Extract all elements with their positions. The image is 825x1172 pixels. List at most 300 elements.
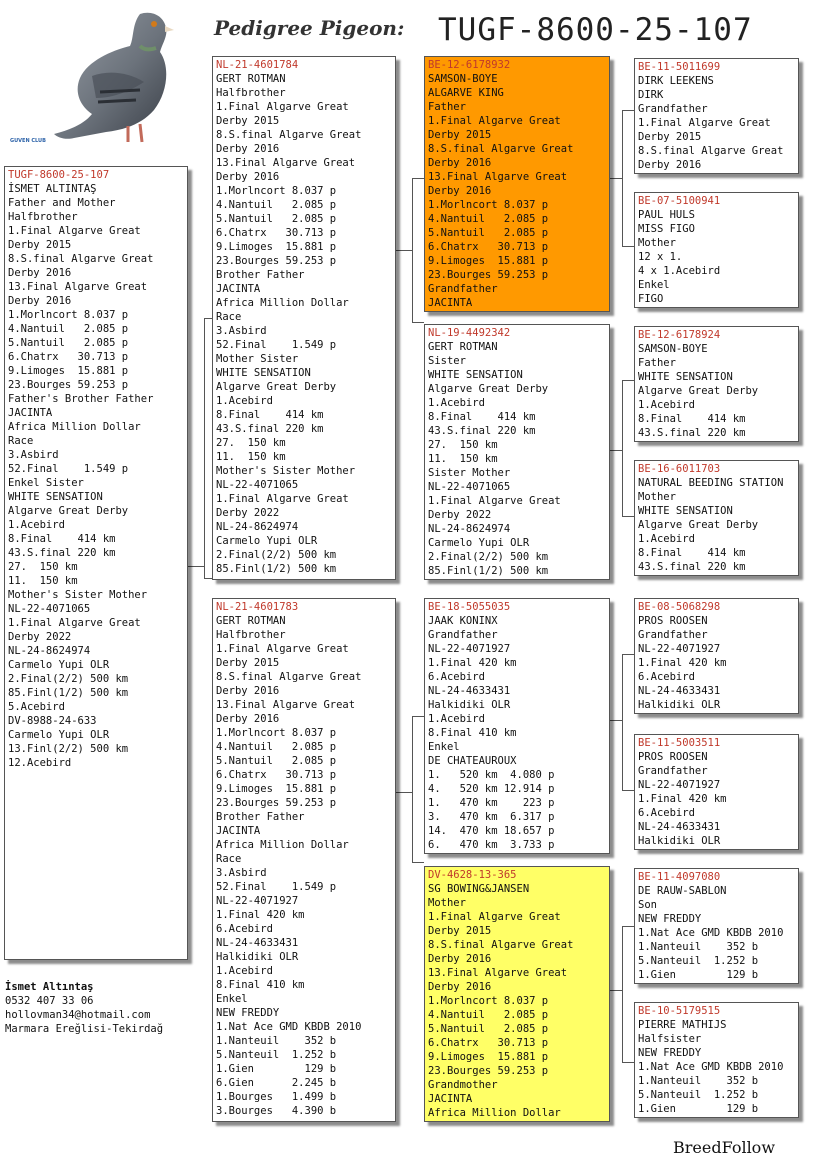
pedigree-card-mm bbox=[424, 866, 610, 1122]
card-line: 1.Morlncort 8.037 p bbox=[428, 199, 549, 211]
ring-number: BE-07-5100941 bbox=[638, 195, 721, 207]
connector-line bbox=[204, 318, 205, 578]
ring-number: BE-16-6011703 bbox=[638, 463, 721, 475]
card-line: 43.S.final 220 km bbox=[428, 425, 536, 437]
ring-number-title: TUGF-8600-25-107 bbox=[438, 12, 753, 48]
connector-line bbox=[412, 322, 424, 323]
connector-line bbox=[622, 926, 634, 927]
card-line: 1.Final Algarve Great bbox=[216, 643, 349, 655]
card-line: 2.Final(2/2) 500 km bbox=[216, 549, 337, 561]
card-line: 1.Final Algarve Great bbox=[428, 911, 561, 923]
card-line: Grandfather bbox=[428, 629, 498, 641]
card-line: PROS ROOSEN bbox=[638, 615, 708, 627]
owner-contact bbox=[5, 980, 163, 1036]
card-line: 5.Nantuil 2.085 p bbox=[8, 337, 129, 349]
card-line: Halfbrother bbox=[8, 211, 78, 223]
pedigree-card-fmf bbox=[634, 326, 799, 442]
connector-line bbox=[204, 578, 212, 579]
card-line: 1.Morlncort 8.037 p bbox=[8, 309, 129, 321]
card-line: NEW FREDDY bbox=[216, 1007, 280, 1019]
card-line: 13.Final Algarve Great bbox=[216, 699, 356, 711]
card-line: İSMET ALTINTAŞ bbox=[8, 183, 97, 195]
card-line: Father bbox=[428, 101, 466, 113]
card-line: 6.Acebird bbox=[216, 923, 273, 935]
card-line: 3.Asbird bbox=[216, 325, 267, 337]
card-line: 5.Nanteuil 1.252 b bbox=[638, 1089, 759, 1101]
owner-name: İsmet Altıntaş bbox=[5, 981, 94, 993]
card-line: 1.Nanteuil 352 b bbox=[638, 941, 759, 953]
card-line: 43.S.final 220 km bbox=[216, 423, 324, 435]
card-line: 13.Final Algarve Great bbox=[428, 171, 568, 183]
card-line: Son bbox=[638, 899, 657, 911]
card-line: GERT ROTMAN bbox=[216, 73, 286, 85]
card-line: PAUL HULS bbox=[638, 209, 695, 221]
card-line: Carmelo Yupi OLR bbox=[216, 535, 318, 547]
card-line: Mother bbox=[638, 237, 676, 249]
card-line: 23.Bourges 59.253 p bbox=[216, 797, 337, 809]
card-line: 6.Chatrx 30.713 p bbox=[428, 1037, 549, 1049]
card-line: Enkel bbox=[638, 279, 670, 291]
card-line: NL-22-4071927 bbox=[638, 643, 721, 655]
card-line: 1.Acebird bbox=[638, 533, 695, 545]
card-line: 5.Nanteuil 1.252 b bbox=[216, 1049, 337, 1061]
card-line: Enkel bbox=[428, 741, 460, 753]
card-line: Derby 2016 bbox=[428, 981, 492, 993]
card-line: Mother's Sister Mother bbox=[216, 465, 356, 477]
connector-line bbox=[412, 716, 424, 717]
page-title: Pedigree Pigeon: bbox=[214, 16, 405, 40]
card-line: 13.Final Algarve Great bbox=[8, 281, 148, 293]
card-line: Derby 2022 bbox=[428, 509, 492, 521]
card-line: 1.Morlncort 8.037 p bbox=[216, 727, 337, 739]
card-line: Derby 2016 bbox=[8, 295, 72, 307]
card-line: NL-24-8624974 bbox=[428, 523, 511, 535]
card-line: 1.Bourges 1.499 b bbox=[216, 1091, 337, 1103]
card-line: 9.Limoges 15.881 p bbox=[216, 783, 337, 795]
card-line: 8.Final 414 km bbox=[428, 411, 536, 423]
card-line: 4. 520 km 12.914 p bbox=[428, 783, 555, 795]
connector-line bbox=[622, 110, 623, 246]
card-line: PROS ROOSEN bbox=[638, 751, 708, 763]
card-line: 1.Nat Ace GMD KBDB 2010 bbox=[638, 1061, 784, 1073]
card-line: Derby 2016 bbox=[428, 157, 492, 169]
card-line: Derby 2016 bbox=[638, 159, 702, 171]
card-line: 8.Final 410 km bbox=[428, 727, 517, 739]
card-line: Halkidiki OLR bbox=[216, 951, 299, 963]
card-line: SG BOWING&JANSEN bbox=[428, 883, 530, 895]
card-line: Africa Million Dollar bbox=[216, 297, 349, 309]
card-line: 1.Acebird bbox=[8, 519, 65, 531]
card-line: Derby 2015 bbox=[638, 131, 702, 143]
connector-line bbox=[412, 178, 413, 322]
card-line: Africa Million Dollar bbox=[216, 839, 349, 851]
card-line: Carmelo Yupi OLR bbox=[8, 659, 110, 671]
card-line: 8.Final 414 km bbox=[216, 409, 324, 421]
card-line: Mother bbox=[638, 491, 676, 503]
card-line: 13.Final Algarve Great bbox=[428, 967, 568, 979]
card-line: SAMSON-BOYE bbox=[638, 343, 708, 355]
connector-line bbox=[610, 990, 622, 991]
card-line: 1.Nat Ace GMD KBDB 2010 bbox=[638, 927, 784, 939]
card-line: 4 x 1.Acebird bbox=[638, 265, 721, 277]
footer-brand: BreedFollow bbox=[673, 1138, 776, 1157]
pedigree-card-fmm bbox=[634, 460, 799, 576]
connector-line bbox=[622, 790, 634, 791]
card-line: 1.Final Algarve Great bbox=[216, 101, 349, 113]
card-line: GERT ROTMAN bbox=[428, 341, 498, 353]
card-line: 3. 470 km 6.317 p bbox=[428, 811, 555, 823]
card-line: Halkidiki OLR bbox=[638, 835, 721, 847]
card-line: 27. 150 km bbox=[428, 439, 498, 451]
club-logo bbox=[6, 4, 192, 154]
card-line: Father and Mother bbox=[8, 197, 116, 209]
card-line: NL-22-4071927 bbox=[216, 895, 299, 907]
card-line: Father's Brother Father bbox=[8, 393, 154, 405]
card-line: SAMSON-BOYE bbox=[428, 73, 498, 85]
card-line: JACINTA bbox=[216, 283, 261, 295]
pedigree-card-mother bbox=[212, 598, 396, 1122]
card-line: 1.Final Algarve Great bbox=[8, 617, 141, 629]
card-line: Africa Million Dollar bbox=[8, 421, 141, 433]
ring-number: NL-19-4492342 bbox=[428, 327, 511, 339]
card-line: NL-22-4071927 bbox=[638, 779, 721, 791]
card-line: 1.Final Algarve Great bbox=[428, 115, 561, 127]
card-line: 8.Final 414 km bbox=[638, 547, 746, 559]
card-line: 1.Acebird bbox=[638, 399, 695, 411]
card-line: Halfbrother bbox=[216, 629, 286, 641]
card-line: 6.Acebird bbox=[638, 807, 695, 819]
card-line: Africa Million Dollar bbox=[428, 1107, 561, 1119]
card-line: Algarve Great Derby bbox=[428, 383, 549, 395]
card-line: 1.Final Algarve Great bbox=[216, 493, 349, 505]
card-line: ALGARVE KING bbox=[428, 87, 504, 99]
connector-line bbox=[622, 380, 634, 381]
card-line: Enkel Sister bbox=[8, 477, 84, 489]
connector-line bbox=[622, 926, 623, 1062]
card-line: Algarve Great Derby bbox=[8, 505, 129, 517]
card-line: 8.S.final Algarve Great bbox=[216, 671, 362, 683]
card-line: JACINTA bbox=[216, 825, 261, 837]
ring-number: BE-11-5011699 bbox=[638, 61, 721, 73]
card-line: NL-24-4633431 bbox=[216, 937, 299, 949]
connector-line bbox=[188, 566, 204, 567]
ring-number: DV-4628-13-365 bbox=[428, 869, 517, 881]
card-line: 8.S.final Algarve Great bbox=[428, 143, 574, 155]
card-line: Sister Mother bbox=[428, 467, 511, 479]
connector-line bbox=[396, 250, 412, 251]
card-line: Derby 2015 bbox=[8, 239, 72, 251]
card-line: 8.Final 414 km bbox=[8, 533, 116, 545]
card-line: 12.Acebird bbox=[8, 757, 72, 769]
card-line: 52.Final 1.549 p bbox=[216, 881, 337, 893]
card-line: 23.Bourges 59.253 p bbox=[428, 269, 549, 281]
connector-line bbox=[610, 450, 622, 451]
card-line: 8.S.final Algarve Great bbox=[216, 129, 362, 141]
card-line: 11. 150 km bbox=[8, 575, 78, 587]
connector-line bbox=[622, 654, 623, 790]
connector-line bbox=[412, 862, 424, 863]
ring-number: BE-12-6178932 bbox=[428, 59, 511, 71]
ring-number: TUGF-8600-25-107 bbox=[8, 169, 110, 181]
card-line: 1.Nanteuil 352 b bbox=[638, 1075, 759, 1087]
card-line: JACINTA bbox=[8, 407, 53, 419]
card-line: 9.Limoges 15.881 p bbox=[8, 365, 129, 377]
pedigree-card-subject bbox=[4, 166, 188, 960]
card-line: Derby 2022 bbox=[216, 507, 280, 519]
card-line: 5.Nantuil 2.085 p bbox=[216, 755, 337, 767]
pedigree-card-mff bbox=[634, 598, 799, 714]
owner-email: hollovman34@hotmail.com bbox=[5, 1009, 151, 1021]
ring-number: NL-21-4601784 bbox=[216, 59, 299, 71]
card-line: 1.Final Algarve Great bbox=[8, 225, 141, 237]
pedigree-card-ff bbox=[424, 56, 610, 312]
card-line: Halfbrother bbox=[216, 87, 286, 99]
card-line: Derby 2016 bbox=[8, 267, 72, 279]
card-line: NL-24-8624974 bbox=[216, 521, 299, 533]
pedigree-card-father bbox=[212, 56, 396, 580]
card-line: DE RAUW-SABLON bbox=[638, 885, 727, 897]
card-line: Mother's Sister Mother bbox=[8, 589, 148, 601]
card-line: 85.Finl(1/2) 500 km bbox=[216, 563, 337, 575]
card-line: Halkidiki OLR bbox=[638, 699, 721, 711]
card-line: 5.Nantuil 2.085 p bbox=[216, 213, 337, 225]
card-line: 1.Acebird bbox=[428, 713, 485, 725]
connector-line bbox=[412, 178, 424, 179]
card-line: 5.Nantuil 2.085 p bbox=[428, 1023, 549, 1035]
pedigree-card-mmf bbox=[634, 868, 799, 984]
connector-line bbox=[204, 318, 212, 319]
card-line: 8.Final 414 km bbox=[638, 413, 746, 425]
card-line: NL-22-4071065 bbox=[8, 603, 91, 615]
card-line: 23.Bourges 59.253 p bbox=[216, 255, 337, 267]
card-line: Derby 2016 bbox=[216, 685, 280, 697]
card-line: 1.Morlncort 8.037 p bbox=[428, 995, 549, 1007]
card-line: 6.Gien 2.245 b bbox=[216, 1077, 337, 1089]
card-line: Mother Sister bbox=[216, 353, 299, 365]
card-line: 8.S.final Algarve Great bbox=[428, 939, 574, 951]
card-line: 43.S.final 220 km bbox=[638, 427, 746, 439]
card-line: 5.Nanteuil 1.252 b bbox=[638, 955, 759, 967]
card-line: 1.Final 420 km bbox=[638, 793, 727, 805]
card-line: NL-24-4633431 bbox=[638, 685, 721, 697]
card-line: Carmelo Yupi OLR bbox=[428, 537, 530, 549]
card-line: Sister bbox=[428, 355, 466, 367]
pedigree-card-fm bbox=[424, 324, 610, 580]
card-line: NL-24-4633431 bbox=[638, 821, 721, 833]
card-line: 1.Acebird bbox=[428, 397, 485, 409]
connector-line bbox=[622, 246, 634, 247]
card-line: GERT ROTMAN bbox=[216, 615, 286, 627]
card-line: 4.Nantuil 2.085 p bbox=[216, 199, 337, 211]
card-line: 6.Chatrx 30.713 p bbox=[8, 351, 129, 363]
card-line: 9.Limoges 15.881 p bbox=[428, 255, 549, 267]
card-line: 6.Chatrx 30.713 p bbox=[216, 769, 337, 781]
card-line: 4.Nantuil 2.085 p bbox=[8, 323, 129, 335]
card-line: Derby 2016 bbox=[216, 143, 280, 155]
card-line: 1.Final 420 km bbox=[638, 657, 727, 669]
card-line: 1.Gien 129 b bbox=[638, 1103, 759, 1115]
card-line: Enkel bbox=[216, 993, 248, 1005]
card-line: Algarve Great Derby bbox=[216, 381, 337, 393]
card-line: 8.Final 410 km bbox=[216, 979, 305, 991]
card-line: Algarve Great Derby bbox=[638, 519, 759, 531]
card-line: Derby 2016 bbox=[216, 171, 280, 183]
card-line: 2.Final(2/2) 500 km bbox=[428, 551, 549, 563]
card-line: Derby 2015 bbox=[216, 657, 280, 669]
card-line: 23.Bourges 59.253 p bbox=[428, 1065, 549, 1077]
card-line: 6.Acebird bbox=[428, 671, 485, 683]
card-line: Grandmother bbox=[428, 1079, 498, 1091]
card-line: WHITE SENSATION bbox=[428, 369, 523, 381]
connector-line bbox=[610, 178, 622, 179]
card-line: 13.Finl(2/2) 500 km bbox=[8, 743, 129, 755]
pedigree-card-ffm bbox=[634, 192, 799, 308]
card-line: NL-22-4071065 bbox=[428, 481, 511, 493]
card-line: 85.Finl(1/2) 500 km bbox=[428, 565, 549, 577]
card-line: 1. 470 km 223 p bbox=[428, 797, 555, 809]
card-line: 1.Final Algarve Great bbox=[638, 117, 771, 129]
card-line: Derby 2016 bbox=[428, 185, 492, 197]
card-line: NL-22-4071927 bbox=[428, 643, 511, 655]
card-line: 6. 470 km 3.733 p bbox=[428, 839, 555, 851]
connector-line bbox=[610, 720, 622, 721]
card-line: NEW FREDDY bbox=[638, 1047, 702, 1059]
card-line: NL-22-4071065 bbox=[216, 479, 299, 491]
connector-line bbox=[622, 516, 634, 517]
card-line: Carmelo Yupi OLR bbox=[8, 729, 110, 741]
pedigree-card-mfm bbox=[634, 734, 799, 850]
card-line: FIGO bbox=[638, 293, 664, 305]
pigeon-photo-icon bbox=[44, 6, 190, 146]
card-line: 8.S.final Algarve Great bbox=[8, 253, 154, 265]
card-line: 6.Chatrx 30.713 p bbox=[428, 241, 549, 253]
owner-location: Marmara Ereğlisi-Tekirdağ bbox=[5, 1023, 164, 1035]
card-line: 3.Asbird bbox=[8, 449, 59, 461]
connector-line bbox=[622, 654, 634, 655]
pedigree-card-mf bbox=[424, 598, 610, 854]
card-line: 1. 520 km 4.080 p bbox=[428, 769, 555, 781]
card-line: 85.Finl(1/2) 500 km bbox=[8, 687, 129, 699]
card-line: 23.Bourges 59.253 p bbox=[8, 379, 129, 391]
connector-line bbox=[396, 792, 412, 793]
card-line: 27. 150 km bbox=[8, 561, 78, 573]
card-line: 27. 150 km bbox=[216, 437, 286, 449]
card-line: 9.Limoges 15.881 p bbox=[428, 1051, 549, 1063]
card-line: 9.Limoges 15.881 p bbox=[216, 241, 337, 253]
pedigree-card-mmm bbox=[634, 1002, 799, 1118]
ring-number: BE-10-5179515 bbox=[638, 1005, 721, 1017]
card-line: Brother Father bbox=[216, 811, 305, 823]
connector-line bbox=[412, 716, 413, 862]
card-line: 1.Nanteuil 352 b bbox=[216, 1035, 337, 1047]
card-line: 1.Nat Ace GMD KBDB 2010 bbox=[216, 1021, 362, 1033]
card-line: MISS FIGO bbox=[638, 223, 695, 235]
card-line: 11. 150 km bbox=[216, 451, 286, 463]
card-line: Grandfather bbox=[638, 765, 708, 777]
card-line: Race bbox=[216, 311, 242, 323]
card-line: Derby 2016 bbox=[216, 713, 280, 725]
card-line: PIERRE MATHIJS bbox=[638, 1019, 727, 1031]
card-line: NATURAL BEEDING STATION bbox=[638, 477, 784, 489]
card-line: 4.Nantuil 2.085 p bbox=[216, 741, 337, 753]
card-line: 14. 470 km 18.657 p bbox=[428, 825, 555, 837]
club-name: GUVEN CLUB bbox=[10, 138, 46, 144]
card-line: Race bbox=[8, 435, 34, 447]
card-line: 52.Final 1.549 p bbox=[216, 339, 337, 351]
connector-line bbox=[622, 110, 634, 111]
owner-phone: 0532 407 33 06 bbox=[5, 995, 94, 1007]
card-line: JACINTA bbox=[428, 1093, 473, 1105]
card-line: DE CHATEAUROUX bbox=[428, 755, 517, 767]
card-line: Mother bbox=[428, 897, 466, 909]
card-line: DV-8988-24-633 bbox=[8, 715, 97, 727]
card-line: WHITE SENSATION bbox=[8, 491, 103, 503]
card-line: Derby 2022 bbox=[8, 631, 72, 643]
card-line: 52.Final 1.549 p bbox=[8, 463, 129, 475]
card-line: 5.Acebird bbox=[8, 701, 65, 713]
card-line: 6.Acebird bbox=[638, 671, 695, 683]
card-line: Grandfather bbox=[638, 629, 708, 641]
connector-line bbox=[622, 1062, 634, 1063]
card-line: 2.Final(2/2) 500 km bbox=[8, 673, 129, 685]
ring-number: BE-12-6178924 bbox=[638, 329, 721, 341]
card-line: 8.S.final Algarve Great bbox=[638, 145, 784, 157]
card-line: Race bbox=[216, 853, 242, 865]
card-line: JACINTA bbox=[428, 297, 473, 309]
card-line: 1.Gien 129 b bbox=[216, 1063, 337, 1075]
card-line: Derby 2015 bbox=[216, 115, 280, 127]
card-line: NEW FREDDY bbox=[638, 913, 702, 925]
card-line: 1.Final Algarve Great bbox=[428, 495, 561, 507]
card-line: 5.Nantuil 2.085 p bbox=[428, 227, 549, 239]
ring-number: BE-11-4097080 bbox=[638, 871, 721, 883]
card-line: 1.Gien 129 b bbox=[638, 969, 759, 981]
card-line: WHITE SENSATION bbox=[216, 367, 311, 379]
card-line: Algarve Great Derby bbox=[638, 385, 759, 397]
card-line: WHITE SENSATION bbox=[638, 505, 733, 517]
card-line: 1.Final 420 km bbox=[216, 909, 305, 921]
ring-number: BE-08-5068298 bbox=[638, 601, 721, 613]
ring-number: BE-11-5003511 bbox=[638, 737, 721, 749]
card-line: 43.S.final 220 km bbox=[638, 561, 746, 573]
card-line: Derby 2015 bbox=[428, 129, 492, 141]
card-line: 4.Nantuil 2.085 p bbox=[428, 213, 549, 225]
card-line: Halfsister bbox=[638, 1033, 702, 1045]
card-line: Brother Father bbox=[216, 269, 305, 281]
card-line: 3.Asbird bbox=[216, 867, 267, 879]
card-line: 4.Nantuil 2.085 p bbox=[428, 1009, 549, 1021]
ring-number: NL-21-4601783 bbox=[216, 601, 299, 613]
card-line: 1.Morlncort 8.037 p bbox=[216, 185, 337, 197]
ring-number: BE-18-5055035 bbox=[428, 601, 511, 613]
card-line: Derby 2016 bbox=[428, 953, 492, 965]
card-line: 3.Bourges 4.390 b bbox=[216, 1105, 337, 1117]
card-line: DIRK LEEKENS bbox=[638, 75, 714, 87]
card-line: NL-24-4633431 bbox=[428, 685, 511, 697]
card-line: WHITE SENSATION bbox=[638, 371, 733, 383]
card-line: 1.Final 420 km bbox=[428, 657, 517, 669]
card-line: DIRK bbox=[638, 89, 664, 101]
card-line: 13.Final Algarve Great bbox=[216, 157, 356, 169]
pedigree-card-fff bbox=[634, 58, 799, 174]
card-line: 1.Acebird bbox=[216, 395, 273, 407]
card-line: 6.Chatrx 30.713 p bbox=[216, 227, 337, 239]
card-line: NL-24-8624974 bbox=[8, 645, 91, 657]
card-line: JAAK KONINX bbox=[428, 615, 498, 627]
card-line: Derby 2015 bbox=[428, 925, 492, 937]
card-line: Grandfather bbox=[638, 103, 708, 115]
card-line: 1.Acebird bbox=[216, 965, 273, 977]
